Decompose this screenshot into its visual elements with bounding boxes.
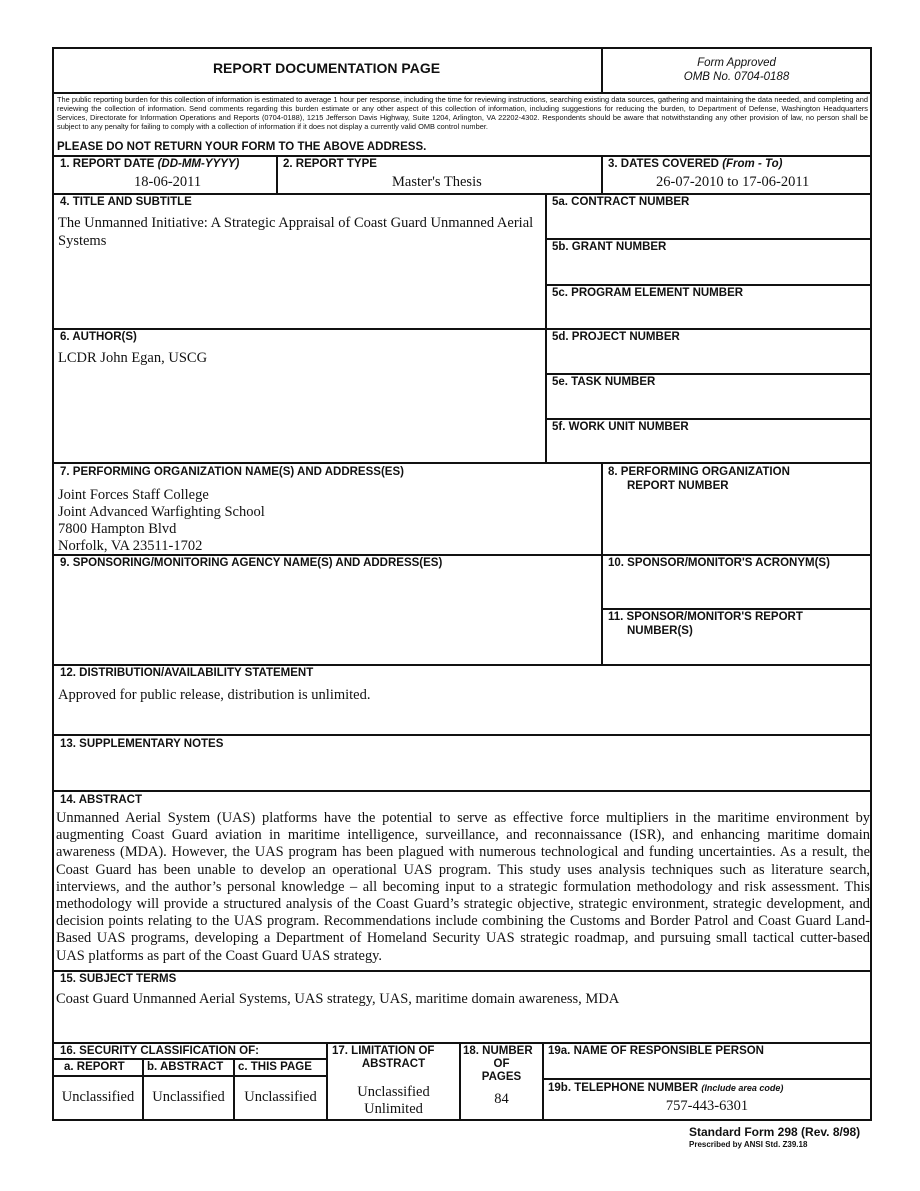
authors-value[interactable]: LCDR John Egan, USCG — [58, 350, 208, 366]
title-subtitle-label: 4. TITLE AND SUBTITLE — [60, 196, 192, 208]
report-date-value[interactable]: 18-06-2011 — [134, 174, 202, 190]
report-type-label: 2. REPORT TYPE — [283, 158, 377, 170]
form-approved-label: Form Approved — [697, 57, 776, 69]
form-name: Standard Form 298 (Rev. 8/98) — [689, 1125, 861, 1139]
rule — [52, 328, 872, 330]
abstract-class-value[interactable]: Unclassified — [152, 1089, 225, 1105]
page-class-label: c. THIS PAGE — [238, 1061, 312, 1073]
dates-covered-hint: (From - To) — [722, 158, 783, 170]
report-class-label: a. REPORT — [64, 1061, 125, 1073]
rule — [545, 373, 872, 375]
performing-report-label: 8. PERFORMING ORGANIZATION — [608, 466, 790, 478]
rule — [276, 155, 278, 193]
performing-org-line[interactable]: 7800 Hampton Blvd — [58, 521, 177, 537]
project-number-label: 5d. PROJECT NUMBER — [552, 331, 680, 343]
dates-covered-value[interactable]: 26-07-2010 to 17-06-2011 — [656, 174, 810, 190]
contract-number-label: 5a. CONTRACT NUMBER — [552, 196, 690, 208]
num-pages-label-3: PAGES — [481, 1071, 522, 1083]
sponsor-report-label: 11. SPONSOR/MONITOR'S REPORT — [608, 611, 803, 623]
rule — [52, 554, 601, 556]
telephone-value[interactable]: 757-443-6301 — [665, 1098, 749, 1114]
performing-report-label-2: REPORT NUMBER — [627, 480, 729, 492]
rule — [52, 155, 872, 157]
program-element-label: 5c. PROGRAM ELEMENT NUMBER — [552, 287, 744, 299]
rule — [52, 970, 872, 972]
return-warning: PLEASE DO NOT RETURN YOUR FORM TO THE ABOVE ADDRESS. — [57, 141, 427, 153]
rule — [601, 554, 872, 556]
task-number-label: 5e. TASK NUMBER — [552, 376, 656, 388]
sponsor-acronym-label: 10. SPONSOR/MONITOR'S ACRONYM(S) — [608, 557, 830, 569]
responsible-person-label: 19a. NAME OF RESPONSIBLE PERSON — [548, 1045, 764, 1057]
limitation-value-2[interactable]: Unlimited — [364, 1101, 423, 1117]
prescribed-by: Prescribed by ANSI Std. Z39.18 — [689, 1140, 808, 1149]
telephone-label: 19b. TELEPHONE NUMBER (Include area code) — [548, 1082, 784, 1094]
subject-terms-label: 15. SUBJECT TERMS — [60, 973, 177, 985]
performing-org-line[interactable]: Norfolk, VA 23511-1702 — [58, 538, 203, 554]
telephone-hint: (Include area code) — [701, 1083, 784, 1093]
sponsor-report-label-2: NUMBER(S) — [627, 625, 693, 637]
report-type-value[interactable]: Master's Thesis — [392, 174, 482, 190]
grant-number-label: 5b. GRANT NUMBER — [552, 241, 667, 253]
performing-org-line[interactable]: Joint Advanced Warfighting School — [58, 504, 265, 520]
abstract-class-label: b. ABSTRACT — [147, 1061, 224, 1073]
authors-label: 6. AUTHOR(S) — [60, 331, 137, 343]
limitation-label-2: ABSTRACT — [361, 1058, 426, 1070]
abstract-value[interactable]: Unmanned Aerial System (UAS) platforms have the potential to serve as effective force multipliers in the maritime environment by augmenting Coast Guard aviation in maritime intelligence, surveillance, and reconnaissance (ISR), and enhancing maritime domain awareness (MDA). However, the UAS program has been plagued with numerous technological and funding uncertainties. As a result, the Coast Guard has been unable to develop an operational UAS program. This study uses analysis techniques such as literature search, interviews, and the author’s personal knowledge – all becoming input to a strategic formulation methodology and risk assessment. This methodology will provide a structured analysis of the Coast Guard’s strategic objective, strategic environment, strategic development, and decision points relating to the UAS program. Recommendations include combining the Customs and Border Patrol and Coast Guard Land-Based UAS programs, developing a Department of Homeland Security UAS strategic roadmap, and pursuing small tactical cutter-based UAS platforms as part of the Coast Guard UAS strategy. — [56, 810, 870, 964]
rule — [601, 155, 603, 193]
rule — [52, 1042, 872, 1044]
rule — [52, 790, 872, 792]
dates-covered-label: 3. DATES COVERED (From - To) — [608, 158, 783, 170]
rule — [545, 418, 872, 420]
distribution-value[interactable]: Approved for public release, distribution is unlimited. — [58, 687, 371, 703]
rule — [52, 664, 872, 666]
report-date-label: 1. REPORT DATE (DD-MM-YYYY) — [60, 158, 240, 170]
limitation-value[interactable]: Unclassified — [357, 1084, 430, 1100]
title-subtitle-value[interactable]: The Unmanned Initiative: A Strategic Appraisal of Coast Guard Unmanned Aerial Systems — [58, 215, 534, 250]
rule — [52, 734, 872, 736]
rule — [52, 92, 872, 94]
rule — [52, 1058, 326, 1060]
omb-number: OMB No. 0704-0188 — [683, 71, 790, 83]
page-class-value[interactable]: Unclassified — [244, 1089, 317, 1105]
performing-org-line[interactable]: Joint Forces Staff College — [58, 487, 209, 503]
page-title: REPORT DOCUMENTATION PAGE — [212, 60, 441, 76]
distribution-label: 12. DISTRIBUTION/AVAILABILITY STATEMENT — [60, 667, 314, 679]
rule — [601, 462, 603, 664]
sponsoring-agency-label: 9. SPONSORING/MONITORING AGENCY NAME(S) AND ADDRESS(ES) — [60, 557, 443, 569]
rule — [52, 462, 872, 464]
rule — [52, 1075, 326, 1077]
security-label: 16. SECURITY CLASSIFICATION OF: — [60, 1045, 259, 1057]
rule — [545, 284, 872, 286]
report-date-hint: (DD-MM-YYYY) — [157, 158, 240, 170]
num-pages-label: 18. NUMBER — [463, 1045, 533, 1057]
subject-terms-value[interactable]: Coast Guard Unmanned Aerial Systems, UAS strategy, UAS, maritime domain awareness, MDA — [56, 991, 620, 1007]
rule — [545, 238, 872, 240]
limitation-label: 17. LIMITATION OF — [332, 1045, 435, 1057]
work-unit-label: 5f. WORK UNIT NUMBER — [552, 421, 689, 433]
rule — [52, 193, 872, 195]
rule — [542, 1078, 872, 1080]
performing-org-label: 7. PERFORMING ORGANIZATION NAME(S) AND ADDRESS(ES) — [60, 466, 404, 478]
report-class-value[interactable]: Unclassified — [61, 1089, 135, 1105]
rule — [601, 608, 872, 610]
num-pages-value[interactable]: 84 — [494, 1091, 509, 1107]
burden-statement: The public reporting burden for this collection of information is estimated to average 1 hour per response, including the time for reviewing instructions, searching existing data sources, gathering and maintaining the data needed, and completing and reviewing the collection of information. Send comments regarding this burden estimate or any other aspect of this collection of information, including suggestions for reducing the burden, to Department of Defense, Washington Headquarters Services, Directorate for Information Operations and Reports (0704-0188), 1215 Jefferson Davis Highway, Suite 1204, Arlington, VA 22202-4302. Respondents should be aware that notwithstanding any other provision of law, no person shall be subject to any penalty for failing to comply with a collection of information if it does not display a currently valid OMB control number. — [57, 95, 868, 131]
abstract-label: 14. ABSTRACT — [60, 794, 142, 806]
num-pages-label-2: OF — [493, 1058, 510, 1070]
supplementary-label: 13. SUPPLEMENTARY NOTES — [60, 738, 224, 750]
